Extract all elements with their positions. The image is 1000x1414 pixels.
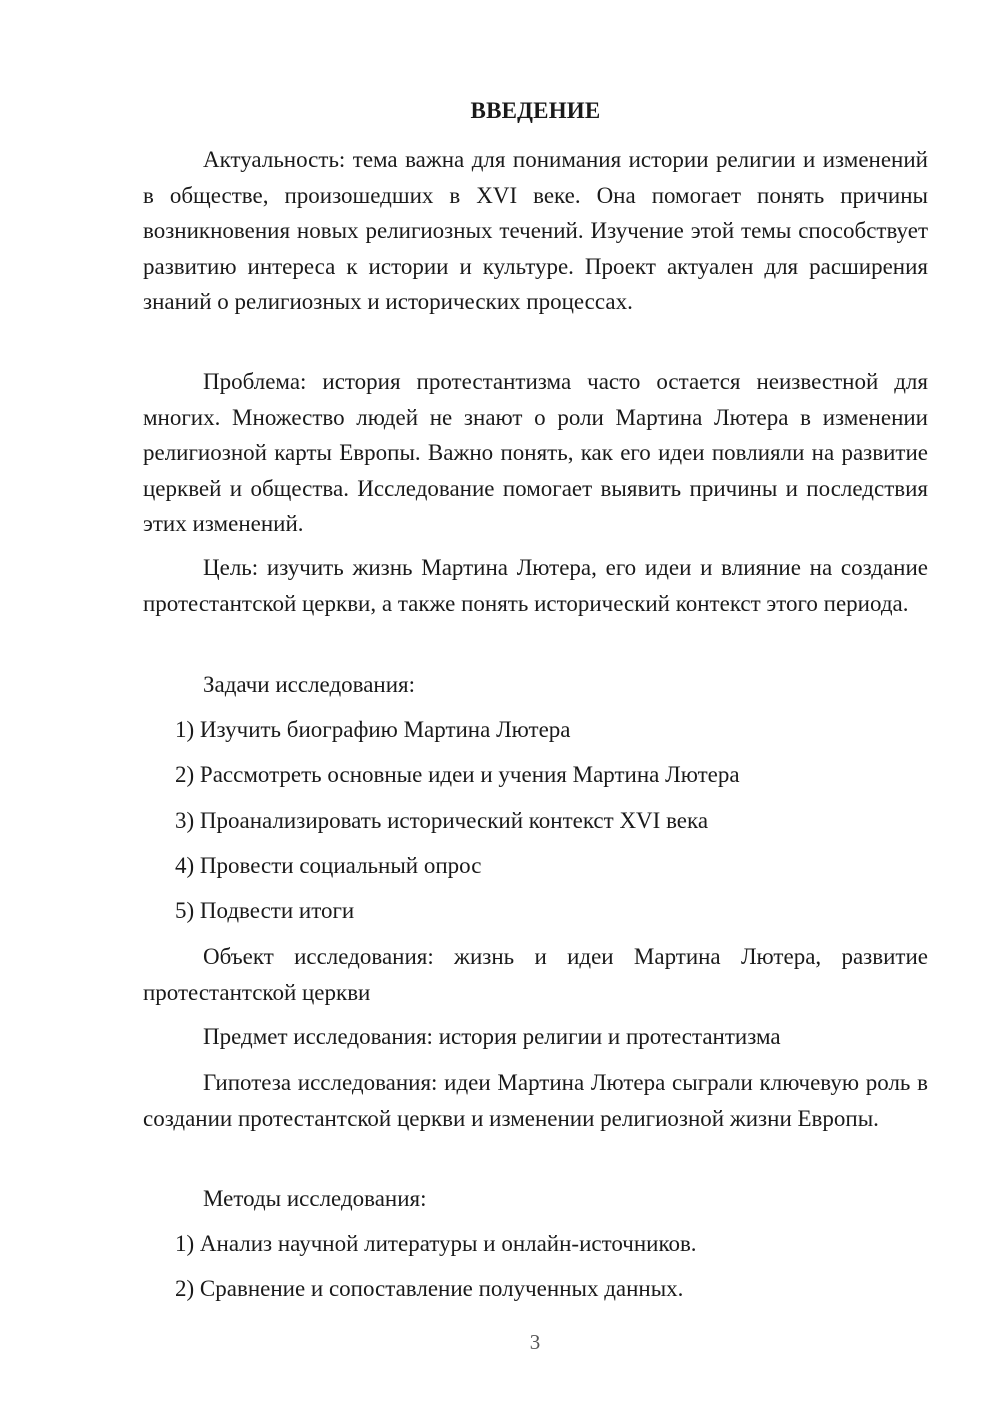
method-item: 1) Анализ научной литературы и онлайн-источников. <box>175 1231 697 1256</box>
method-item: 2) Сравнение и сопоставление полученных данных. <box>175 1276 684 1301</box>
task-item: 2) Рассмотреть основные идеи и учения Мартина Лютера <box>175 762 740 787</box>
section-heading: ВВЕДЕНИЕ <box>470 98 601 123</box>
page-number: 3 <box>529 1330 541 1354</box>
methods-label: Методы исследования: <box>203 1186 427 1211</box>
paragraph-hypothesis: Гипотеза исследования: идеи Мартина Лютера сыграли ключевую роль в создании протестантской церкви и изменении религиозной жизни Европы. <box>143 1070 928 1131</box>
task-item: 5) Подвести итоги <box>175 898 355 923</box>
paragraph-goal: Цель: изучить жизнь Мартина Лютера, его идеи и влияние на создание протестантской церкви, а также понять исторический контекст этого периода. <box>143 555 928 616</box>
paragraph-subject: Предмет исследования: история религии и протестантизма <box>203 1024 781 1049</box>
task-item: 4) Провести социальный опрос <box>175 853 482 878</box>
task-item: 3) Проанализировать исторический контекст XVI века <box>175 808 709 833</box>
paragraph-problem: Проблема: история протестантизма часто остается неизвестной для многих. Множество людей не знают о роли Мартина Лютера в изменении религиозной карты Европы. Важно понять, как его идеи повлияли на развитие церквей и общества. Исследование помогает выявить причины и последствия этих изменений. <box>143 369 928 536</box>
paragraph-object: Объект исследования: жизнь и идеи Мартина Лютера, развитие протестантской церкви <box>143 944 928 1005</box>
task-item: 1) Изучить биографию Мартина Лютера <box>175 717 571 742</box>
tasks-label: Задачи исследования: <box>203 672 416 697</box>
paragraph-relevance: Актуальность: тема важна для понимания истории религии и изменений в обществе, произошедших в XVI веке. Она помогает понять причины возникновения новых религиозных течений. Изучение этой темы способствует развитию интереса к истории и культуре. Проект актуален для расширения знаний о религиозных и исторических процессах. <box>143 147 928 314</box>
